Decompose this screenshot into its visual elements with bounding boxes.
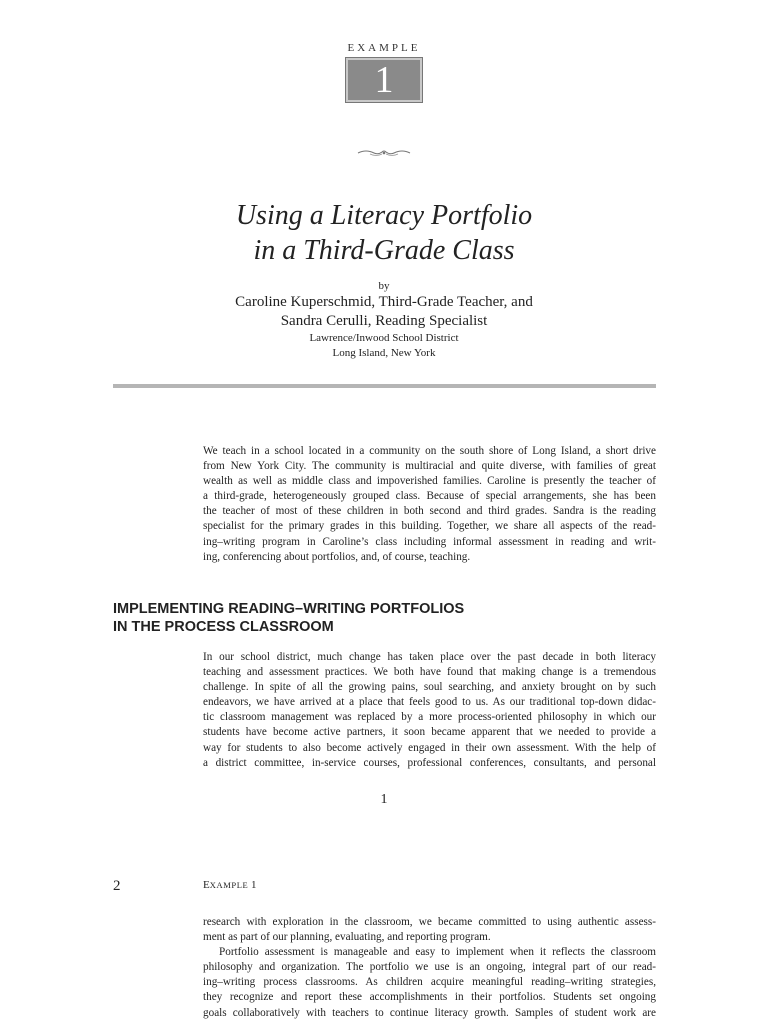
title-rule — [113, 384, 656, 388]
running-head — [203, 879, 257, 891]
section-heading-line-2: IN THE PROCESS CLASSROOM — [113, 619, 334, 635]
section-heading-line-1: IMPLEMENTING READING–WRITING PORTFOLIOS — [113, 601, 465, 617]
byline — [0, 280, 768, 361]
author-2: Sandra Cerulli, Reading Specialist — [280, 313, 488, 329]
text-line: We teach in a school located in a community on the south shore of Long Island, a short drive — [203, 445, 656, 457]
text-line: philosophy and organization. The portfolio we use is an ongoing, integral part of our read- — [203, 961, 656, 974]
section-heading — [113, 600, 673, 636]
text-line: students have become active partners, it soon became apparent that we needed to provide a — [203, 726, 656, 739]
example-label: EXAMPLE — [347, 42, 421, 54]
school-district: Lawrence/Inwood School District — [309, 332, 459, 344]
text-line: ment as part of our planning, evaluating, and reporting program. — [203, 931, 491, 944]
title-line-1: Using a Literacy Portfolio — [235, 200, 533, 231]
text-line: Portfolio assessment is manageable and easy to implement when it reflects the classroom — [219, 946, 656, 959]
running-head-initial: E — [203, 879, 210, 891]
text-line: a district committee, in-service courses, professional conferences, consultants, and personal — [203, 756, 656, 769]
text-line: a third-grade, heterogeneously grouped class. Because of special arrangements, she has been — [203, 490, 656, 503]
section-paragraph — [203, 650, 656, 771]
article-title — [0, 198, 768, 268]
intro-paragraph — [203, 444, 656, 565]
text-line: goals collaboratively with teachers to continue literacy growth. Samples of student work are — [203, 1006, 656, 1019]
text-line: from New York City. The community is multiracial and quite diverse, with families of great — [203, 460, 656, 473]
text-line: endeavors, we have arrived at a place that feels good to us. As our traditional top-down didac- — [203, 696, 656, 709]
text-line: wealth as well as middle class and impoverished families. Caroline is presently the teacher of — [203, 475, 656, 488]
page-number: 1 — [380, 792, 388, 807]
text-line: tic classroom management was replaced by a more process-oriented philosophy in which our — [203, 711, 656, 724]
ornament-divider-icon — [356, 146, 412, 160]
text-line: specialist for the primary grades in this building. Together, we share all aspects of the read- — [203, 520, 656, 533]
byline-by: by — [378, 280, 390, 292]
text-line: research with exploration in the classroom, we became committed to using authentic assess- — [203, 916, 656, 928]
text-line: ing–writing process classrooms. As children acquire meaningful reading–writing strategies, — [203, 976, 656, 989]
title-line-2: in a Third-Grade Class — [253, 235, 515, 266]
text-line: ing–writing program in Caroline’s class including informal assessment in reading and writ- — [203, 535, 656, 548]
page2-paragraph — [203, 915, 656, 1021]
page-number-2: 2 — [113, 878, 121, 894]
text-line: they recognize and report these accomplishments in their portfolios. Students set ongoing — [203, 991, 656, 1004]
running-head-number: 1 — [251, 879, 257, 891]
example-number-box: 1 — [346, 58, 422, 102]
running-head-rest: XAMPLE — [209, 880, 249, 890]
text-line: In our school district, much change has taken place over the past decade in both literacy — [203, 651, 656, 663]
text-line: way for students to also become actively engaged in their own assessment. With the help of — [203, 741, 656, 754]
location: Long Island, New York — [332, 347, 436, 359]
text-line: ing, conferencing about portfolios, and, of course, teaching. — [203, 550, 471, 563]
text-line: challenge. In spite of all the growing pains, soul searching, and anxiety brought on by such — [203, 681, 656, 694]
text-line: the teacher of most of these children in both second and third grades. Sandra is the reading — [203, 505, 656, 518]
text-line: teaching and assessment practices. We both have found that making change is a tremendous — [203, 666, 656, 679]
author-1: Caroline Kuperschmid, Third-Grade Teacher, and — [235, 294, 533, 310]
